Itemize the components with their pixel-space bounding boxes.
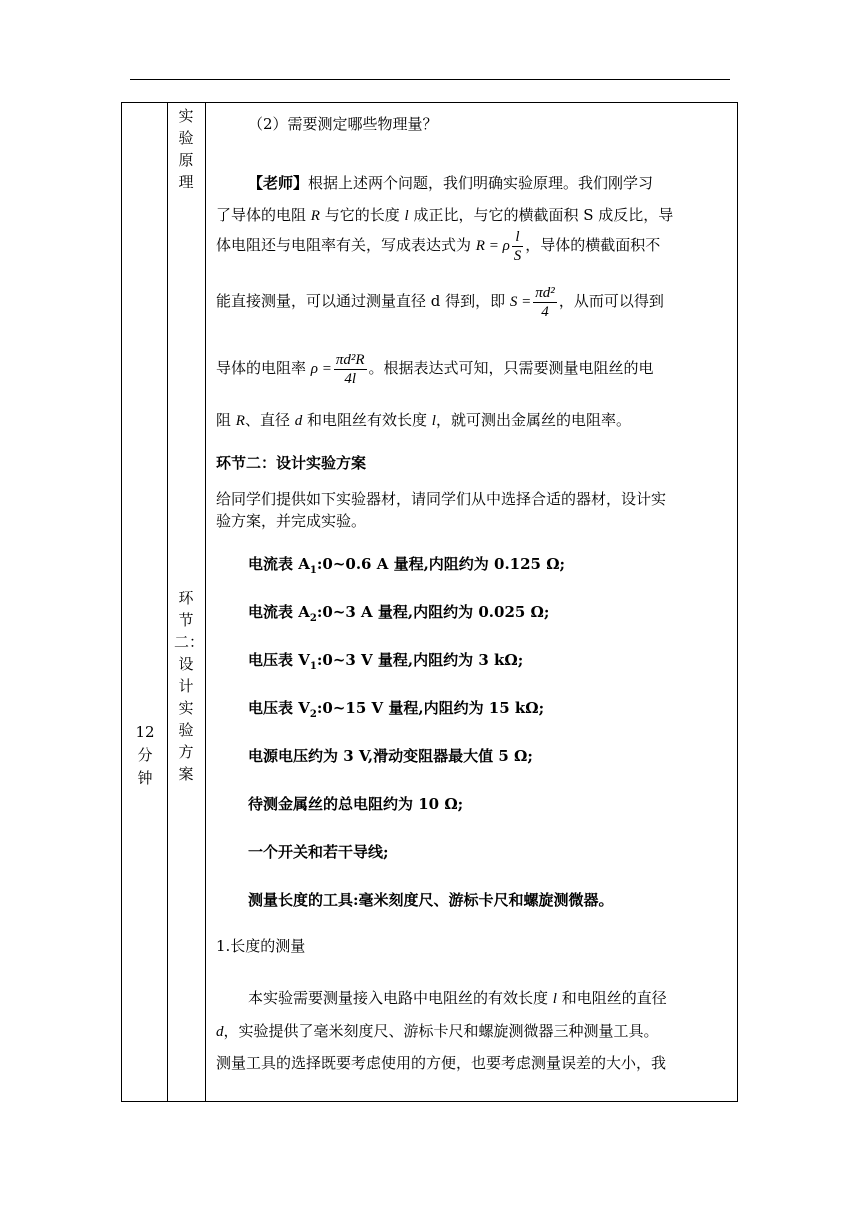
time-cell: 12分钟 <box>135 723 155 787</box>
equipment-item: 测量长度的工具:毫米刻度尺、游标卡尺和螺旋测微器。 <box>248 891 614 909</box>
equipment-item: 待测金属丝的总电阻约为 10 Ω; <box>248 795 464 813</box>
section-heading: 环节二：设计实验方案 <box>216 454 367 472</box>
equipment-item: 电压表 $V_1:0\sim 3$ V 量程,内阻约为 3 kΩ; <box>248 651 524 672</box>
fraction: $\frac{\text{πd²}}{4}$ <box>535 284 555 320</box>
formula-resistivity: ρ = <box>310 361 332 377</box>
text-line: 导体的电阻率 ρ = $\frac{\text{πd²R}}{4l}$ 。根据表达式可知，只需要测量电阻丝的电 <box>216 351 654 387</box>
formula-resistance: R = ρ <box>475 238 510 254</box>
fraction: $\frac{\text{πd²R}}{4l}$ <box>335 351 365 387</box>
stage-label-principle: 实验原理 <box>178 107 194 191</box>
fraction: $\frac{l}{S}$ <box>513 228 522 264</box>
header-rule <box>130 79 730 80</box>
stage-label-design: 环节二：设计实验方案 <box>174 589 205 783</box>
question-2: （2）需要测定哪些物理量？ <box>248 115 438 133</box>
paragraph-line: d，实验提供了毫米刻度尺、游标卡尺和螺旋测微器三种测量工具。 <box>216 1022 659 1040</box>
text-line: 了导体的电阻 R 与它的长度 l 成正比，与它的横截面积 S 成反比，导 <box>216 206 674 224</box>
text-line: 阻 R、直径 d 和电阻丝有效长度 l，就可测出金属丝的电阻率。 <box>216 411 631 429</box>
column-divider <box>167 103 168 1101</box>
teacher-line-1: 【老师】根据上述两个问题，我们明确实验原理。我们刚学习 <box>248 174 654 192</box>
intro-line: 给同学们提供如下实验器材，请同学们从中选择合适的器材，设计实 <box>216 490 667 508</box>
paragraph-line: 本实验需要测量接入电路中电阻丝的有效长度 l 和电阻丝的直径 <box>248 989 667 1007</box>
intro-line: 验方案，并完成实验。 <box>216 512 367 530</box>
equipment-item: 电压表 $V_2:0\sim 15$ V 量程,内阻约为 15 kΩ; <box>248 699 545 720</box>
equipment-item: 电源电压约为 3 V,滑动变阻器最大值 5 Ω; <box>248 747 533 765</box>
lesson-table <box>121 102 738 1102</box>
equipment-item: 电流表 $A_1:0\sim 0.6$ A 量程,内阻约为 0.125 Ω; <box>248 555 566 576</box>
equipment-item: 一个开关和若干导线; <box>248 843 389 861</box>
equipment-item: 电流表 $A_2:0\sim 3$ A 量程,内阻约为 0.025 Ω; <box>248 603 550 624</box>
text-line: 能直接测量，可以通过测量直径 d 得到，即 S = $\frac{\text{πd²}}{4}$ ，从而可以得到 <box>216 284 664 320</box>
column-divider <box>205 103 206 1101</box>
paragraph-line: 测量工具的选择既要考虑使用的方便，也要考虑测量误差的大小，我 <box>216 1054 667 1072</box>
subsection-heading: 1.长度的测量 <box>216 937 306 955</box>
formula-area: S = <box>509 294 532 310</box>
text-line: 体电阻还与电阻率有关，写成表达式为 R = ρ $\frac{l}{S}$ ，导体的横截面积不 <box>216 228 661 264</box>
